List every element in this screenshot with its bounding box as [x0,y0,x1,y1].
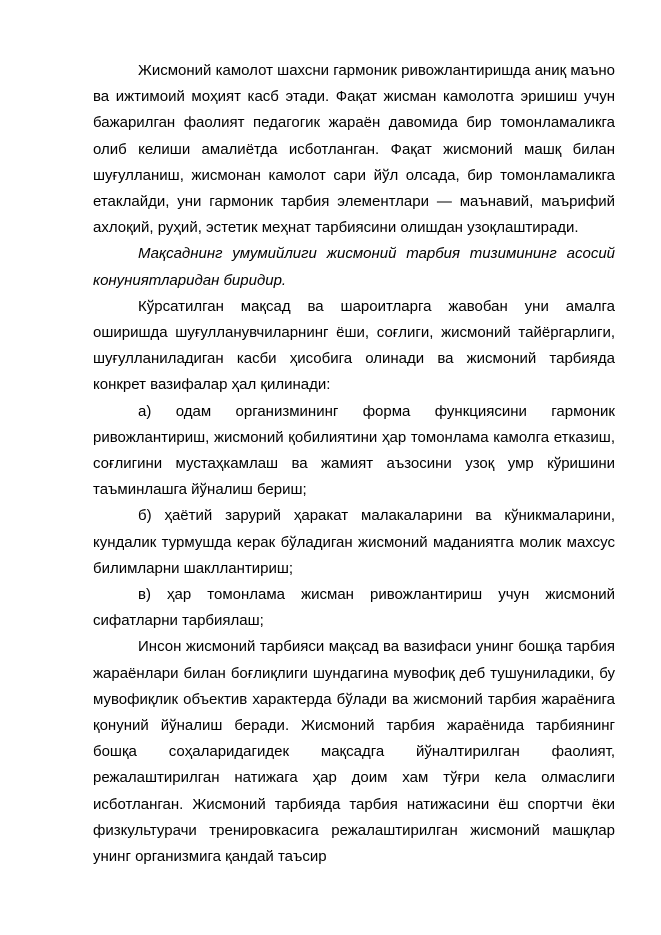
paragraph-task-b: б) ҳаётий зарурий ҳаракат малакаларини ва кўникмаларини, кундалик турмушда керак бўладиган жисмоний маданиятга молик махсус билимларни шакллантириш; [93,507,615,577]
paragraph-task-a: а) одам организмининг форма функциясини гармоник ривожлантириш, жисмоний қобилиятини ҳар томонлама камолга етказиш, соғлигини мустаҳкамлаш ва жамият аъзосини узоқ умр кўришини таъминлашга йўналиш бериш; [93,402,615,499]
paragraph-upbringing-connection: Инсон жисмоний тарбияси мақсад ва вазифаси унинг бошқа тарбия жараёнлари билан боғлиқлиги шундагина мувофиқ деб тушуниладики, бу мувофиқлик объектив характерда бўлади ва жисмоний тарбия жараёнига қонуний йўналиш беради. Жисмоний тарбия жараёнида тарбиянинг бошқа соҳаларидагидек мақсадга йўналтирилган фаолият, режалаштирилган натижага ҳар доим хам тўғри кела олмаслиги исботланган. Жисмоний тарбияда тарбия натижасини ёш спортчи ёки физкультурачи тренировкасига режалаштирилган жисмоний машқлар унинг организмига қандай таъсир [93,638,615,866]
paragraph-goal-generality: Мақсаднинг умумийлиги жисмоний тарбия тизимининг асосий конуниятларидан биридир. [93,245,615,289]
paragraph-physical-perfection: Жисмоний камолот шахсни гармоник ривожлантиришда аниқ маъно ва ижтимоий моҳият касб этади. Фақат жисман камолотга эришиш учун бажарилган фаолият педагогик жараён давомида бир томонламаликга олиб келиши амалиётда исботланган. Фақат жисмоний машқ билан шуғулланиш, жисмонан камолот сари йўл олсада, бир томонламаликга етаклайди, уни гармоник тарбия элементлари — маънавий, маърифий ахлоқий, руҳий, эстетик меҳнат тарбиясини олишдан узоқлаштиради. [93,62,615,237]
document-page [93,58,615,870]
paragraph-tasks-intro: Кўрсатилган мақсад ва шароитларга жавобан уни амалга оширишда шуғулланувчиларнинг ёши, соғлиги, жисмоний тайёргарлиги, шуғулланиладиган касби ҳисобига олинади ва жисмоний тарбияда конкрет вазифалар ҳал қилинади: [93,297,615,394]
paragraph-task-c: в) ҳар томонлама жисман ривожлантириш учун жисмоний сифатларни тарбиялаш; [93,586,615,630]
